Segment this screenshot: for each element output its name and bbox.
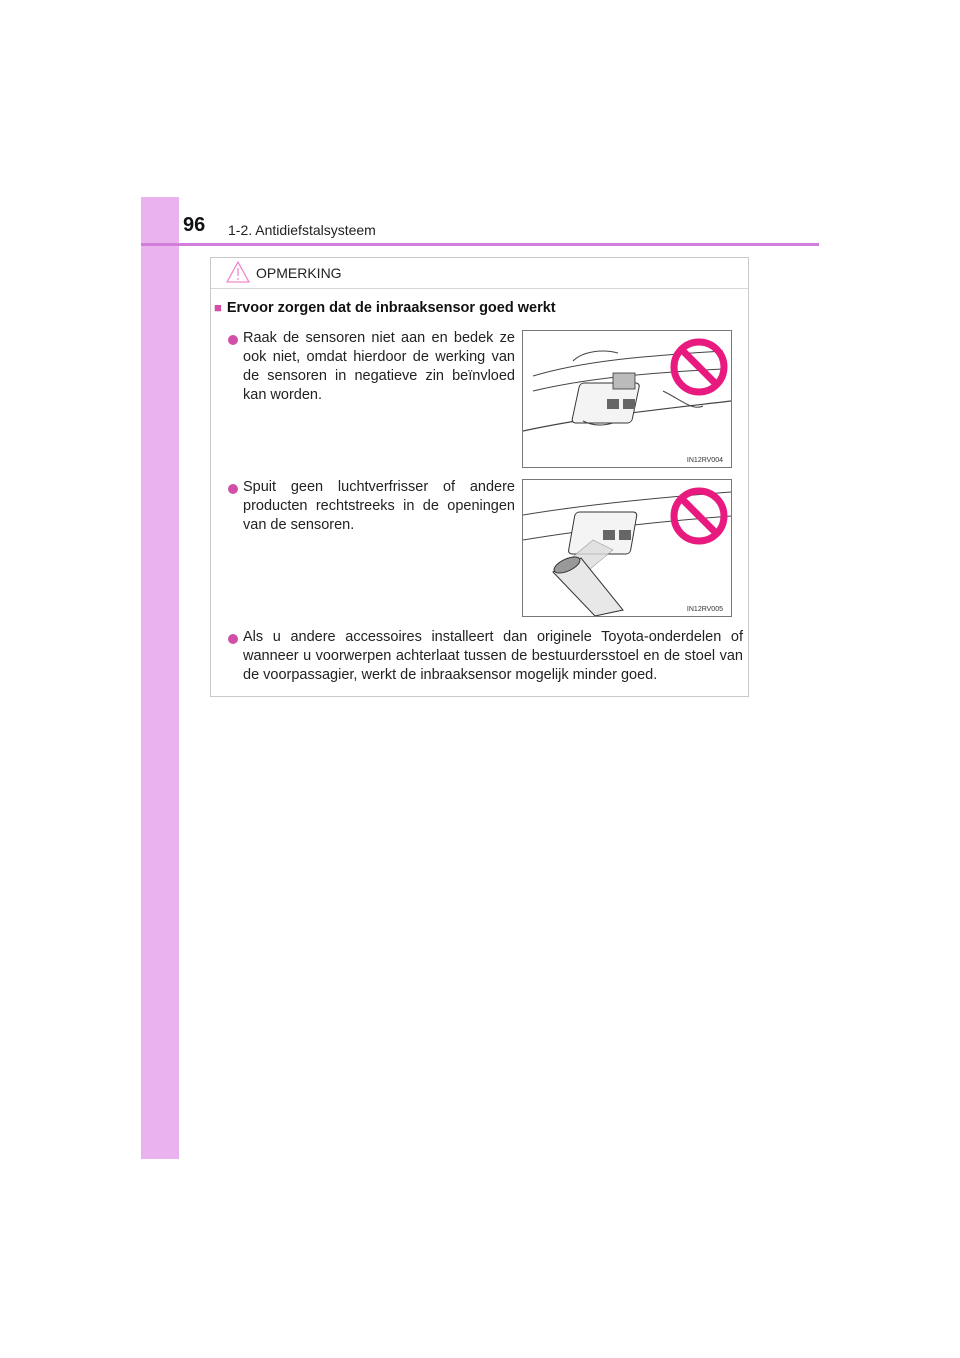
bullet-text-3: Als u andere accessoires installeert dan originele Toyota-onderdelen of wanneer u voorwerpen achterlaat tussen de bestuurdersstoel en de stoel van de voorpassagier, werkt de inbraaksensor mogelijk minder goed. bbox=[243, 629, 743, 683]
figure-code: IN12RV005 bbox=[686, 606, 723, 613]
warning-icon bbox=[226, 261, 250, 283]
bullet-text-2: Spuit geen luchtverfrisser of andere producten rechtstreeks in de openingen van de sensoren. bbox=[243, 479, 515, 533]
figure-no-spray bbox=[522, 479, 732, 617]
square-bullet-icon: ■ bbox=[214, 300, 222, 315]
header-rule bbox=[141, 243, 819, 246]
side-tab bbox=[141, 197, 179, 1159]
page-number: 96 bbox=[183, 214, 206, 236]
bullet-text-1: Raak de sensoren niet aan en bedek ze ook niet, omdat hierdoor de werking van de sensoren in negatieve zin beïnvloed kan worden. bbox=[243, 330, 515, 403]
section-heading bbox=[214, 300, 556, 316]
notice-title: OPMERKING bbox=[256, 265, 342, 281]
figure-code: IN12RV004 bbox=[686, 457, 723, 464]
prohibited-icon bbox=[669, 486, 729, 546]
prohibited-icon bbox=[669, 337, 729, 397]
section-heading-text: Ervoor zorgen dat de inbraaksensor goed werkt bbox=[226, 300, 556, 316]
bullet-icon bbox=[228, 335, 238, 345]
notice-header bbox=[211, 258, 748, 289]
bullet-icon bbox=[228, 634, 238, 644]
notice-box bbox=[210, 257, 749, 697]
bullet-icon bbox=[228, 484, 238, 494]
figure-sensor-cover bbox=[522, 330, 732, 468]
section-title: 1-2. Antidiefstalsysteem bbox=[228, 222, 376, 238]
